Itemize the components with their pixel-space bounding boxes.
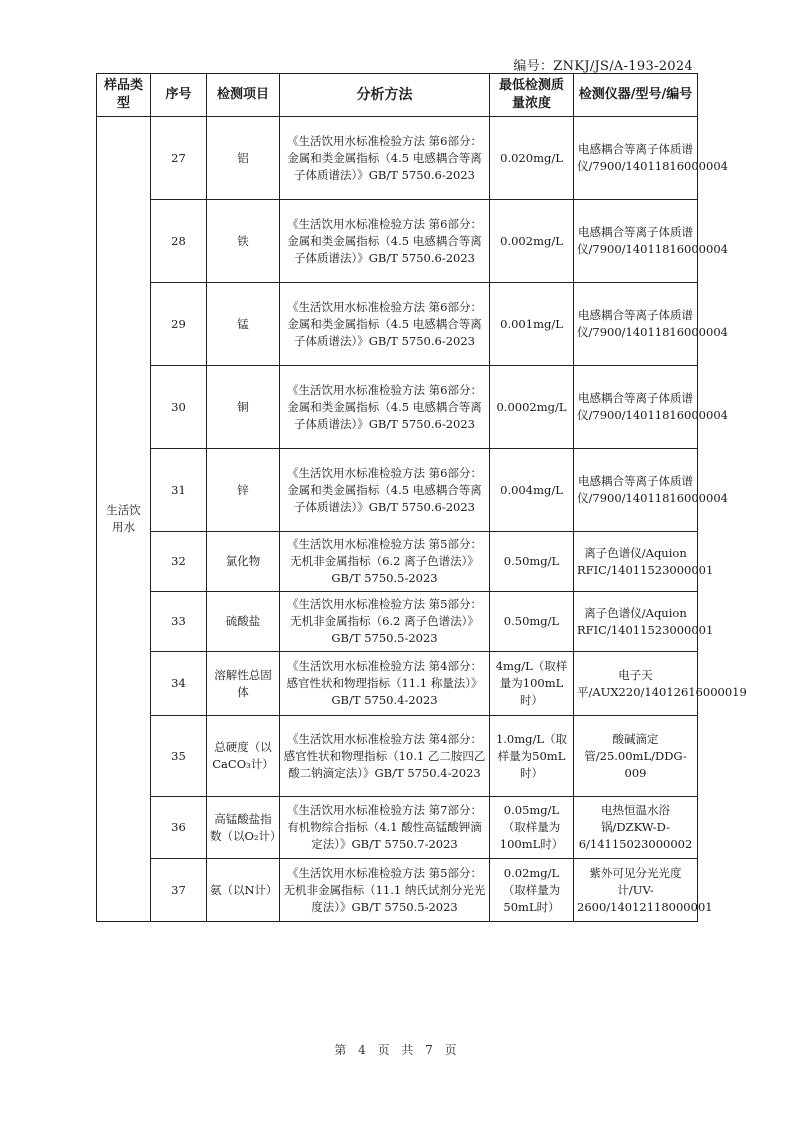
- table-row: [97, 449, 698, 532]
- table-row: [97, 366, 698, 449]
- instrument-cell: 电感耦合等离子体质谱仪/7900/14011816000004: [574, 283, 698, 366]
- header-sample-type: 样品类型: [97, 74, 151, 117]
- seq-cell: 28: [151, 200, 207, 283]
- item-cell: 铁: [207, 200, 280, 283]
- item-cell: 总硬度（以CaCO₃计）: [207, 716, 280, 797]
- item-cell: 氯化物: [207, 532, 280, 592]
- min-conc-cell: 0.004mg/L: [490, 449, 574, 532]
- instrument-cell: 电感耦合等离子体质谱仪/7900/14011816000004: [574, 449, 698, 532]
- seq-cell: 37: [151, 859, 207, 922]
- min-conc-cell: 0.001mg/L: [490, 283, 574, 366]
- header-item: 检测项目: [207, 74, 280, 117]
- table-row: [97, 652, 698, 716]
- seq-cell: 36: [151, 797, 207, 859]
- seq-cell: 30: [151, 366, 207, 449]
- table-row: [97, 200, 698, 283]
- page-number: 第 4 页 共 7 页: [334, 1043, 459, 1057]
- min-conc-cell: 0.02mg/L（取样量为50mL时）: [490, 859, 574, 922]
- instrument-cell: 紫外可见分光光度计/UV-2600/14012118000001: [574, 859, 698, 922]
- header-method: 分析方法: [280, 74, 490, 117]
- seq-cell: 31: [151, 449, 207, 532]
- item-cell: 铝: [207, 117, 280, 200]
- seq-cell: 33: [151, 592, 207, 652]
- instrument-cell: 离子色谱仪/Aquion RFIC/14011523000001: [574, 532, 698, 592]
- min-conc-cell: 0.0002mg/L: [490, 366, 574, 449]
- instrument-cell: 电子天平/AUX220/14012616000019: [574, 652, 698, 716]
- header-instrument: 检测仪器/型号/编号: [574, 74, 698, 117]
- page-footer: [0, 1041, 793, 1058]
- seq-cell: 32: [151, 532, 207, 592]
- sample-type-cell: 生活饮用水: [97, 117, 151, 922]
- item-cell: 硫酸盐: [207, 592, 280, 652]
- document-number: 编号：ZNKJ/JS/A-193-2024: [513, 59, 693, 74]
- item-cell: 铜: [207, 366, 280, 449]
- method-cell: 《生活饮用水标准检验方法 第5部分：无机非金属指标（11.1 纳氏试剂分光光度法）》GB/T 5750.5-2023: [280, 859, 490, 922]
- min-conc-cell: 1.0mg/L（取样量为50mL时）: [490, 716, 574, 797]
- method-cell: 《生活饮用水标准检验方法 第4部分：感官性状和物理指标（11.1 称量法）》GB/T 5750.4-2023: [280, 652, 490, 716]
- seq-cell: 27: [151, 117, 207, 200]
- min-conc-cell: 4mg/L（取样量为100mL时）: [490, 652, 574, 716]
- instrument-cell: 离子色谱仪/Aquion RFIC/14011523000001: [574, 592, 698, 652]
- method-cell: 《生活饮用水标准检验方法 第6部分：金属和类金属指标（4.5 电感耦合等离子体质谱法）》GB/T 5750.6-2023: [280, 117, 490, 200]
- method-cell: 《生活饮用水标准检验方法 第4部分：感官性状和物理指标（10.1 乙二胺四乙酸二钠滴定法）》GB/T 5750.4-2023: [280, 716, 490, 797]
- header-seq: 序号: [151, 74, 207, 117]
- min-conc-cell: 0.50mg/L: [490, 532, 574, 592]
- method-cell: 《生活饮用水标准检验方法 第6部分：金属和类金属指标（4.5 电感耦合等离子体质谱法）》GB/T 5750.6-2023: [280, 449, 490, 532]
- item-cell: 溶解性总固体: [207, 652, 280, 716]
- min-conc-cell: 0.002mg/L: [490, 200, 574, 283]
- seq-cell: 34: [151, 652, 207, 716]
- instrument-cell: 电感耦合等离子体质谱仪/7900/14011816000004: [574, 200, 698, 283]
- seq-cell: 29: [151, 283, 207, 366]
- table-row: [97, 532, 698, 592]
- item-cell: 氨（以N计）: [207, 859, 280, 922]
- instrument-cell: 电感耦合等离子体质谱仪/7900/14011816000004: [574, 366, 698, 449]
- min-conc-cell: 0.05mg/L（取样量为100mL时）: [490, 797, 574, 859]
- table-row: [97, 592, 698, 652]
- min-conc-cell: 0.50mg/L: [490, 592, 574, 652]
- min-conc-cell: 0.020mg/L: [490, 117, 574, 200]
- instrument-cell: 电热恒温水浴锅/DZKW-D-6/14115023000002: [574, 797, 698, 859]
- method-cell: 《生活饮用水标准检验方法 第7部分：有机物综合指标（4.1 酸性高锰酸钾滴定法）》GB/T 5750.7-2023: [280, 797, 490, 859]
- table-row: [97, 283, 698, 366]
- instrument-cell: 酸碱滴定管/25.00mL/DDG-009: [574, 716, 698, 797]
- seq-cell: 35: [151, 716, 207, 797]
- method-cell: 《生活饮用水标准检验方法 第6部分：金属和类金属指标（4.5 电感耦合等离子体质谱法）》GB/T 5750.6-2023: [280, 366, 490, 449]
- item-cell: 锌: [207, 449, 280, 532]
- item-cell: 锰: [207, 283, 280, 366]
- method-cell: 《生活饮用水标准检验方法 第6部分：金属和类金属指标（4.5 电感耦合等离子体质谱法）》GB/T 5750.6-2023: [280, 283, 490, 366]
- table-row: [97, 117, 698, 200]
- item-cell: 高锰酸盐指数（以O₂计）: [207, 797, 280, 859]
- method-cell: 《生活饮用水标准检验方法 第6部分：金属和类金属指标（4.5 电感耦合等离子体质谱法）》GB/T 5750.6-2023: [280, 200, 490, 283]
- header-min-conc: 最低检测质量浓度: [490, 74, 574, 117]
- table-header-row: [97, 74, 698, 117]
- table-row: [97, 797, 698, 859]
- method-cell: 《生活饮用水标准检验方法 第5部分：无机非金属指标（6.2 离子色谱法）》GB/T 5750.5-2023: [280, 532, 490, 592]
- table-row: [97, 859, 698, 922]
- table-row: [97, 716, 698, 797]
- instrument-cell: 电感耦合等离子体质谱仪/7900/14011816000004: [574, 117, 698, 200]
- test-methods-table: [96, 73, 747, 922]
- method-cell: 《生活饮用水标准检验方法 第5部分：无机非金属指标（6.2 离子色谱法）》GB/T 5750.5-2023: [280, 592, 490, 652]
